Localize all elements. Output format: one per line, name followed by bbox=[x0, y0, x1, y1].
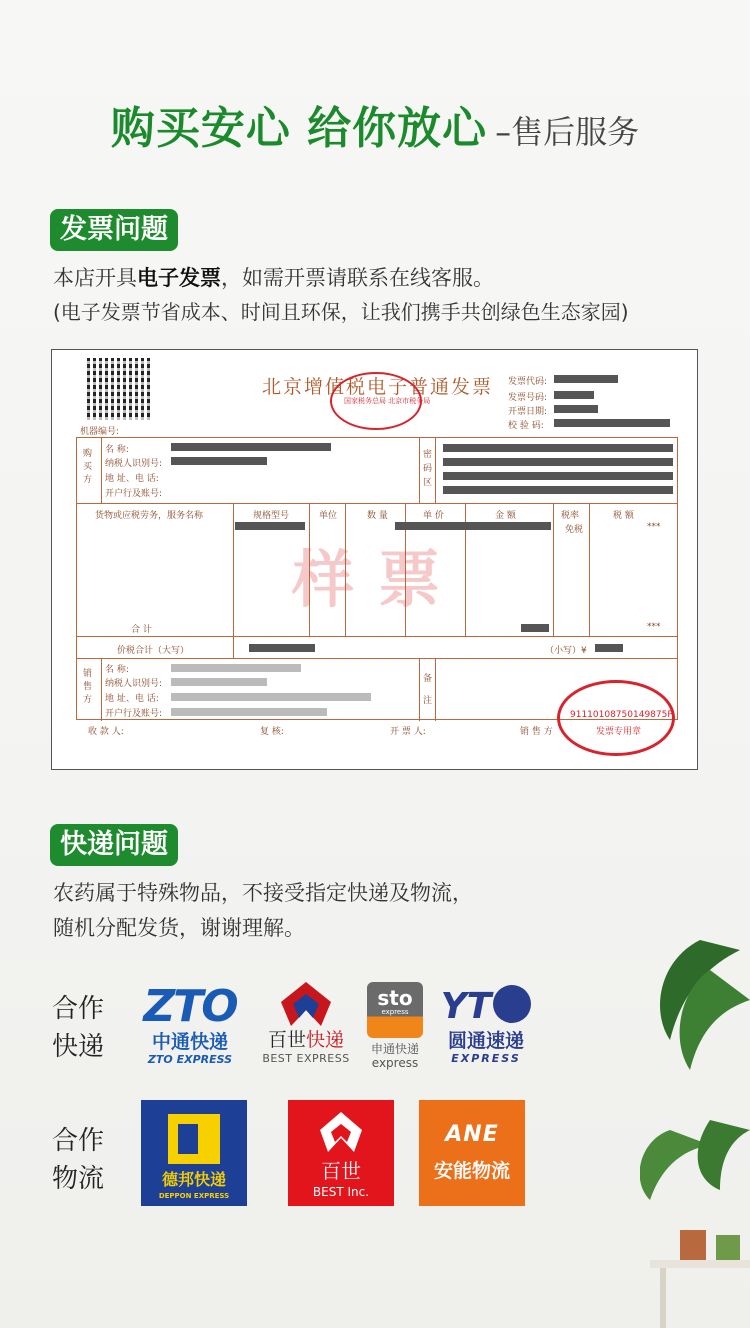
issuer-label: 开 票 人: bbox=[390, 727, 426, 737]
sample-watermark: 样票 bbox=[292, 543, 465, 616]
invoice-title: 北京增值税电子普通发票 bbox=[262, 376, 494, 398]
invoice-tag: 发票问题 bbox=[50, 209, 178, 251]
seller-addr-label: 地 址、电 话: bbox=[105, 694, 159, 704]
sample-invoice-image bbox=[51, 349, 698, 770]
express-tag: 快递问题 bbox=[50, 824, 178, 866]
qr-code-icon bbox=[87, 358, 151, 420]
seller-sig-label: 销 售 方 bbox=[520, 727, 553, 737]
tax-stamp-text: 国家税务总局 北京市税务局 bbox=[344, 397, 431, 405]
deppon-logo: 德邦快递 DEPPON EXPRESS bbox=[141, 1100, 247, 1206]
yto-runner-icon bbox=[493, 985, 531, 1023]
best-inc-logo: 百世 BEST Inc. bbox=[288, 1100, 394, 1206]
stars-2: *** bbox=[647, 622, 661, 632]
buyer-addr-label: 地 址、电 话: bbox=[105, 474, 159, 484]
buyer-name-label: 名 称: bbox=[105, 445, 129, 455]
logistics-partner-label: 合作 物流 bbox=[52, 1126, 105, 1194]
col-amount: 金 额 bbox=[495, 511, 516, 521]
col-goods: 货物或应税劳务，服务名称 bbox=[95, 511, 204, 521]
col-unit: 单位 bbox=[319, 511, 338, 521]
total-tax-label: 价税合计（大写） bbox=[117, 646, 190, 656]
remark-label: 备注 bbox=[423, 674, 433, 706]
invoice-line-1: 本店开具电子发票，如需开票请联系在线客服。 bbox=[53, 266, 494, 290]
review-label: 复 核: bbox=[260, 727, 284, 737]
stars-1: *** bbox=[647, 522, 661, 532]
best-inc-mark-icon bbox=[318, 1110, 364, 1154]
invoice-line-2: (电子发票节省成本、时间且环保，让我们携手共创绿色生态家园) bbox=[53, 300, 629, 324]
seller-name-label: 名 称: bbox=[105, 665, 129, 675]
company-stamp-label: 发票专用章 bbox=[596, 727, 642, 737]
headline-main: 购买安心 给你放心 bbox=[110, 103, 488, 154]
yto-logo: YT 圆通速递 EXPRESS bbox=[440, 984, 532, 1065]
machine-no-label: 机器编号: bbox=[80, 427, 120, 437]
date-label: 开票日期: bbox=[508, 407, 548, 417]
plant-decoration-icon bbox=[640, 930, 750, 1328]
tax-free: 免税 bbox=[565, 525, 584, 535]
express-line-1: 农药属于特殊物品，不接受指定快递及物流， bbox=[53, 881, 473, 905]
cipher-label: 密码区 bbox=[423, 450, 433, 488]
col-tax: 税 额 bbox=[613, 511, 634, 521]
buyer-taxid-label: 纳税人识别号: bbox=[105, 459, 163, 469]
express-partner-label: 合作 快递 bbox=[52, 994, 105, 1062]
col-rate: 税率 bbox=[561, 511, 580, 521]
code-label: 发票代码: bbox=[508, 377, 548, 387]
col-price: 单 价 bbox=[423, 511, 444, 521]
seller-taxid-label: 纳税人识别号: bbox=[105, 679, 163, 689]
express-line-2: 随机分配发货，谢谢理解。 bbox=[53, 916, 305, 940]
small-label: （小写）¥ bbox=[545, 646, 587, 656]
company-stamp-number: 91110108750149875P bbox=[570, 710, 673, 720]
col-spec: 规格型号 bbox=[253, 511, 290, 521]
best-mark-icon bbox=[277, 980, 335, 1028]
zto-logo: ZTO 中通快递 ZTO EXPRESS bbox=[143, 981, 237, 1066]
seller-bank-label: 开户行及账号: bbox=[105, 709, 163, 719]
number-label: 发票号码: bbox=[508, 393, 548, 403]
best-express-logo: 百世快递 BEST EXPRESS bbox=[254, 980, 358, 1065]
payee-label: 收 款 人: bbox=[88, 727, 124, 737]
seller-label: 销售方 bbox=[83, 669, 93, 705]
deppon-mark-icon bbox=[168, 1114, 220, 1164]
headline bbox=[0, 92, 750, 156]
headline-sub: –售后服务 bbox=[495, 113, 640, 151]
buyer-label: 购买方 bbox=[83, 449, 93, 485]
ane-logo: ANE 安能物流 bbox=[419, 1100, 525, 1206]
check-label: 校 验 码: bbox=[508, 421, 544, 431]
sto-logo: sto express 申通快递 express bbox=[364, 982, 426, 1070]
col-qty: 数 量 bbox=[367, 511, 388, 521]
buyer-bank-label: 开户行及账号: bbox=[105, 489, 163, 499]
total-label: 合 计 bbox=[131, 625, 152, 635]
